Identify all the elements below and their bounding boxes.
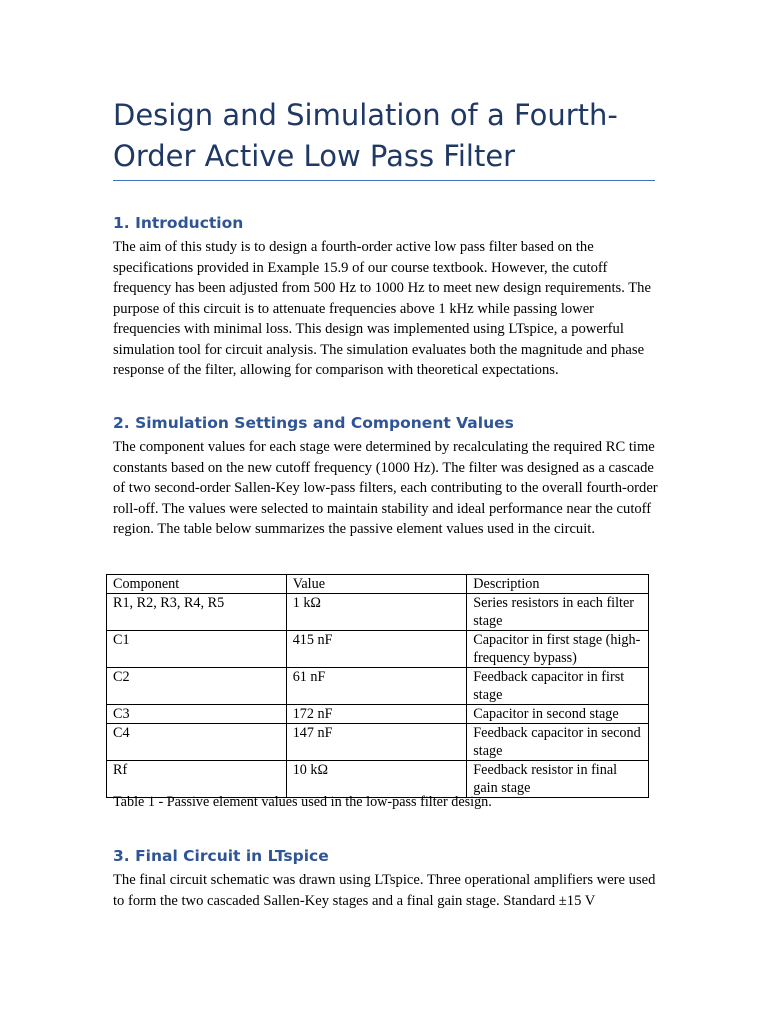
table-row — [107, 761, 649, 798]
table-header-cell: Value — [286, 575, 467, 594]
table-cell: Feedback capacitor in first stage — [467, 668, 649, 705]
table-cell: C2 — [107, 668, 287, 705]
section-heading-simulation-settings: 2. Simulation Settings and Component Values — [113, 414, 514, 432]
table-cell: 415 nF — [286, 631, 467, 668]
table-cell: 10 kΩ — [286, 761, 467, 798]
section-body-final-circuit: The final circuit schematic was drawn using LTspice. Three operational amplifiers were used to form the two cascaded Sallen-Key stages and a final gain stage. Standard ±15 V — [113, 872, 656, 909]
table-header-row — [107, 575, 649, 594]
table-row — [107, 631, 649, 668]
table-cell: R1, R2, R3, R4, R5 — [107, 594, 287, 631]
table-cell: Series resistors in each filter stage — [467, 594, 649, 631]
table-cell: 147 nF — [286, 724, 467, 761]
table-row — [107, 724, 649, 761]
table-row — [107, 705, 649, 724]
table-cell: 61 nF — [286, 668, 467, 705]
table-header-cell: Component — [107, 575, 287, 594]
table-cell: 1 kΩ — [286, 594, 467, 631]
section-heading-introduction: 1. Introduction — [113, 214, 244, 232]
table-cell: C4 — [107, 724, 287, 761]
table-row — [107, 668, 649, 705]
component-table — [106, 574, 649, 798]
table-cell: Rf — [107, 761, 287, 798]
table-cell: Feedback capacitor in second stage — [467, 724, 649, 761]
table-row — [107, 594, 649, 631]
section-body-introduction: The aim of this study is to design a fourth-order active low pass filter based on the specifications provided in Example 15.9 of our course textbook. However, the cutoff frequency has been adjusted from 500 Hz to 1000 Hz to meet new design requirements. The purpose of this circuit is to attenuate frequencies above 1 kHz while passing lower frequencies with minimal loss. This design was implemented using LTspice, a powerful simulation tool for circuit analysis. The simulation evaluates both the magnitude and phase response of the filter, allowing for comparison with theoretical expectations. — [113, 239, 651, 378]
table-cell: Capacitor in second stage — [467, 705, 649, 724]
title-divider — [113, 180, 655, 181]
table-cell: C3 — [107, 705, 287, 724]
table-cell: Feedback resistor in final gain stage — [467, 761, 649, 798]
section-heading-final-circuit: 3. Final Circuit in LTspice — [113, 847, 329, 865]
table-caption: Table 1 - Passive element values used in the low-pass filter design. — [113, 794, 492, 810]
table-cell: 172 nF — [286, 705, 467, 724]
table-header-cell: Description — [467, 575, 649, 594]
document-title: Design and Simulation of a Fourth-Order Active Low Pass Filter — [113, 98, 618, 173]
section-body-simulation-settings: The component values for each stage were determined by recalculating the required RC time constants based on the new cutoff frequency (1000 Hz). The filter was designed as a cascade of two second-order Sallen-Key low-pass filters, each contributing to the overall fourth-order roll-off. The values were selected to maintain stability and ideal performance near the cutoff region. The table below summarizes the passive element values used in the circuit. — [113, 439, 658, 537]
table-cell: C1 — [107, 631, 287, 668]
table-cell: Capacitor in first stage (high-frequency bypass) — [467, 631, 649, 668]
